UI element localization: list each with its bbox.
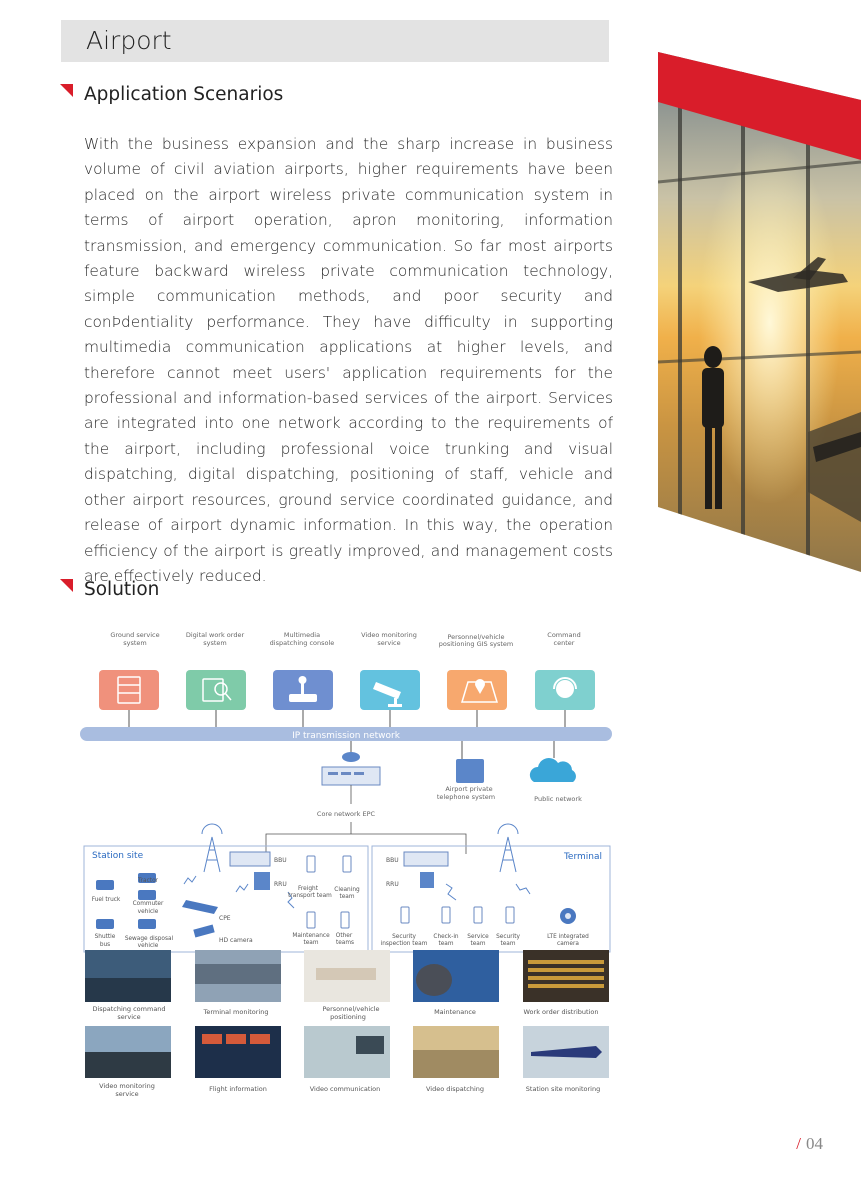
public-network-label: Public network	[534, 795, 582, 803]
body-paragraph: With the business expansion and the sharp increase in business volume of civil aviation airports, higher requirements have been placed on the airport wireless private communication system in terms of airport operation, apron monitoring, information transmission, and emergency communication. So far most airports feature backward wireless private communication technology, simple communication methods, and poor security and conÞdentiality performance. They have difficulty in supporting multimedia communication applications at higher levels, and therefore cannot meet users' application requirements for the professional and information-based services of the airport. Services are integrated into one network according to the requirements of the airport, including professional voice trunking and visual dispatching, digital dispatching, positioning of staff, vehicle and other airport resources, ground service coordinated guidance, and release of airport dynamic information. In this way, the operation efficiency of the airport is greatly improved, and management costs are effectively reduced.	[84, 135, 613, 585]
handset-icon	[506, 907, 514, 923]
handset-icon	[474, 907, 482, 923]
bbu-icon	[404, 852, 448, 866]
system-label: system	[203, 639, 227, 647]
airport-photo	[658, 52, 861, 572]
sewage-label: vehicle	[137, 943, 159, 949]
system-icons	[99, 670, 595, 710]
system-label: Ground service	[110, 631, 160, 639]
lte-camera-icon	[560, 908, 576, 924]
bbu-label: BBU	[274, 857, 287, 864]
system-label: Video monitoring	[361, 631, 417, 639]
commuter-label: Commuter	[132, 901, 164, 907]
photo-caption: service	[117, 1013, 141, 1021]
photo-caption: Video dispatching	[426, 1085, 484, 1093]
photo-caption: Video monitoring	[99, 1082, 155, 1090]
system-label: service	[377, 639, 401, 647]
ip-network-label: IP transmission network	[292, 731, 400, 741]
rru-icon	[254, 872, 270, 890]
core-network-label: Core network EPC	[316, 810, 376, 818]
core-router-icon	[322, 741, 380, 785]
cpe-label: CPE	[219, 915, 231, 922]
rru-label: RRU	[274, 881, 287, 888]
bbu-label: BBU	[386, 857, 399, 864]
security-label: team	[500, 941, 516, 947]
photo-caption: Video communication	[309, 1085, 381, 1093]
solution-diagram	[76, 622, 621, 1098]
system-label: center	[553, 639, 575, 647]
other-label: teams	[335, 940, 355, 946]
service-label: team	[470, 941, 486, 947]
lte-camera-label: camera	[557, 941, 579, 947]
security-inspection-label: Security	[392, 934, 416, 940]
handset-icon	[401, 907, 409, 923]
lte-camera-label: LTE integrated	[547, 934, 589, 940]
title-bar	[61, 20, 609, 62]
shuttle-label: bus	[99, 942, 111, 948]
map-pin-icon	[447, 670, 507, 710]
shuttle-label: Shuttle	[94, 934, 116, 940]
page-number-text: 04	[806, 1134, 823, 1153]
phone-label: Airport private	[445, 785, 493, 793]
telephone-icon	[456, 759, 484, 783]
hd-camera-label: HD camera	[219, 937, 253, 944]
fuel-truck-label: Fuel truck	[91, 897, 121, 903]
cpe-icon	[182, 900, 218, 914]
photo-caption: Station site monitoring	[525, 1085, 601, 1093]
system-label: Personnel/vehicle	[447, 633, 505, 641]
photo-caption: Personnel/vehicle	[322, 1005, 380, 1013]
red-triangle-icon	[60, 84, 73, 97]
security-inspection-label: inspection team	[380, 941, 428, 947]
slash-icon: /	[796, 1134, 801, 1153]
cleaning-label: team	[339, 894, 355, 900]
maintenance-label: Maintenance	[292, 933, 330, 939]
photo-thumbnails-row1	[85, 950, 609, 1002]
system-label: Multimedia	[283, 631, 321, 639]
rru-label: RRU	[386, 881, 399, 888]
red-triangle-icon	[60, 579, 73, 592]
sewage-label: Sewage disposal	[124, 936, 174, 942]
photo-caption: Maintenance	[434, 1008, 476, 1016]
work-order-icon	[186, 670, 246, 710]
handset-icon	[442, 907, 450, 923]
cloud-icon	[530, 758, 576, 782]
photo-caption: Flight information	[209, 1085, 267, 1093]
hd-camera-icon	[193, 925, 214, 938]
photo-caption: Work order distribution	[523, 1008, 599, 1016]
terminal-label: Terminal	[563, 852, 602, 862]
cleaning-label: Cleaning	[334, 887, 360, 893]
security-label: Security	[496, 934, 520, 940]
maintenance-label: team	[303, 940, 319, 946]
bbu-icon	[230, 852, 270, 866]
freight-label: transport team	[288, 893, 332, 899]
section-heading-solution	[60, 579, 159, 600]
system-label: dispatching console	[269, 639, 335, 647]
system-label: system	[123, 639, 147, 647]
system-label: Command	[547, 631, 581, 639]
other-label: Other	[335, 933, 353, 939]
checkin-label: team	[438, 941, 454, 947]
page-title: Airport	[86, 26, 172, 55]
freight-label: Freight	[298, 886, 318, 892]
service-label: Service	[467, 934, 489, 940]
photo-thumb	[195, 1026, 281, 1078]
photo-caption: Terminal monitoring	[203, 1008, 269, 1016]
section-heading-text: Solution	[84, 579, 160, 600]
photo-thumbnails-row2	[85, 1026, 609, 1078]
checkin-label: Check-in	[433, 934, 459, 940]
photo-caption: Dispatching command	[92, 1005, 166, 1013]
system-label: positioning GIS system	[438, 640, 514, 648]
phone-label: telephone system	[436, 793, 496, 801]
page-number	[796, 1134, 823, 1154]
photo-caption: service	[115, 1090, 139, 1098]
station-site-label: Station site	[92, 851, 144, 861]
server-icon	[99, 670, 159, 710]
tractor-label: Tractor	[137, 878, 159, 884]
section-heading-text: Application Scenarios	[84, 84, 284, 105]
section-heading-application	[60, 84, 283, 105]
system-label: Digital work order	[185, 631, 245, 639]
rru-icon	[420, 872, 434, 888]
commuter-label: vehicle	[137, 909, 159, 915]
photo-caption: positioning	[330, 1013, 366, 1021]
